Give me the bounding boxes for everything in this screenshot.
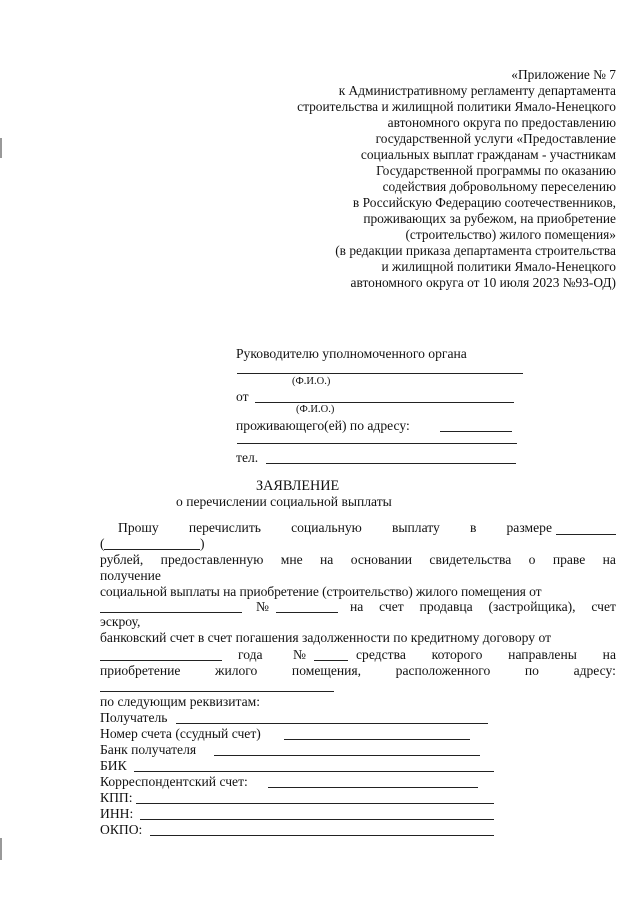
addressee-to: Руководителю уполномоченного органа: [236, 346, 467, 361]
certificate-date-field[interactable]: [100, 612, 242, 613]
word: размере: [506, 520, 552, 535]
inn-field[interactable]: [140, 819, 494, 820]
word: продавца: [419, 599, 473, 614]
word: адресу:: [573, 663, 616, 678]
word: на: [320, 552, 334, 567]
word: помещения,: [291, 663, 362, 678]
header-line: к Административному регламенту департамента: [338, 83, 616, 98]
header-line: проживающих за рубежом, на приобретение: [363, 211, 616, 226]
residing-label: проживающего(ей) по адресу:: [236, 418, 410, 433]
document-subtitle: о перечислении социальной выплаты: [176, 494, 392, 509]
body-line: социальной выплаты на приобретение (строительство) жилого помещения от: [100, 584, 542, 599]
word: (застройщика),: [488, 599, 576, 614]
word: направлены: [508, 647, 577, 662]
addressee-name-field[interactable]: [237, 373, 523, 374]
body-line: эскроу,: [100, 614, 141, 629]
amount-words-field[interactable]: [104, 549, 200, 550]
scan-edge-mark: [0, 838, 2, 860]
header-line: содействия добровольному переселению: [382, 179, 616, 194]
header-line: автономного округа от 10 июля 2023 №93-ОД): [350, 275, 616, 290]
account-label: Номер счета (ссудный счет): [100, 726, 261, 741]
address-field[interactable]: [440, 431, 512, 432]
word: предоставленную: [160, 552, 264, 567]
word: на: [602, 647, 616, 662]
word: рублей,: [100, 552, 144, 567]
requisites-intro: по следующим реквизитам:: [100, 694, 261, 709]
fio-hint: (Ф.И.О.): [292, 376, 331, 387]
scan-edge-mark: [0, 138, 2, 158]
header-line: и жилищной политики Ямало-Ненецкого: [381, 259, 616, 274]
bank-field[interactable]: [214, 755, 480, 756]
bik-label: БИК: [100, 758, 127, 773]
word: социальную: [291, 520, 362, 535]
word: на: [602, 552, 616, 567]
account-field[interactable]: [284, 739, 470, 740]
word: о: [528, 552, 536, 567]
inn-label: ИНН:: [100, 806, 134, 821]
header-line: «Приложение № 7: [511, 67, 616, 82]
word: средства: [356, 647, 406, 662]
header-line: (строительство) жилого помещения»: [405, 227, 616, 242]
header-line: социальных выплат гражданам - участникам: [360, 147, 616, 162]
word: основании: [350, 552, 413, 567]
applicant-name-field[interactable]: [255, 402, 514, 403]
kpp-field[interactable]: [136, 803, 494, 804]
number-sign: №: [256, 599, 269, 614]
number-sign: №: [293, 647, 306, 662]
bank-label: Банк получателя: [100, 742, 197, 757]
word: по: [524, 663, 539, 678]
body-line: [356, 647, 616, 662]
header-line: строительства и жилищной политики Ямало-Ненецкого: [297, 99, 616, 114]
kpp-label: КПП:: [100, 790, 133, 805]
word: которого: [431, 647, 483, 662]
word: выплату: [391, 520, 440, 535]
word: приобретение: [100, 663, 181, 678]
address-field-2[interactable]: [237, 443, 517, 444]
corr-account-field[interactable]: [268, 787, 478, 788]
bik-field[interactable]: [134, 771, 494, 772]
word: мне: [280, 552, 303, 567]
paren-open: (: [100, 536, 105, 551]
loan-date-field[interactable]: [100, 660, 222, 661]
word: праве: [552, 552, 586, 567]
body-line: банковский счет в счет погашения задолженности по кредитному договору от: [100, 630, 552, 645]
body-line: [118, 520, 552, 535]
okpo-label: ОКПО:: [100, 822, 143, 837]
phone-field[interactable]: [266, 463, 516, 464]
body-line: [100, 552, 616, 567]
word: счет: [591, 599, 616, 614]
okpo-field[interactable]: [150, 835, 494, 836]
word: свидетельства: [429, 552, 512, 567]
word: Прошу: [118, 520, 159, 535]
certificate-number-field[interactable]: [276, 612, 338, 613]
header-line: в Российскую Федерацию соотечественников,: [352, 195, 616, 210]
phone-label: тел.: [236, 450, 259, 465]
property-address-field[interactable]: [100, 691, 334, 692]
corr-account-label: Корреспондентский счет:: [100, 774, 248, 789]
recipient-label: Получатель: [100, 710, 168, 725]
word: перечислить: [188, 520, 261, 535]
paren-close: ): [200, 536, 205, 551]
word: на: [350, 599, 364, 614]
word: в: [469, 520, 477, 535]
word: расположенного: [395, 663, 491, 678]
word: счет: [379, 599, 404, 614]
recipient-field[interactable]: [176, 723, 488, 724]
body-line: получение: [100, 568, 161, 583]
fio-hint: (Ф.И.О.): [296, 404, 335, 415]
body-line: [350, 599, 616, 614]
document-title: ЗАЯВЛЕНИЕ: [256, 478, 340, 494]
word: жилого: [215, 663, 258, 678]
loan-number-field[interactable]: [314, 660, 348, 661]
header-line: (в редакции приказа департамента строительства: [335, 243, 616, 258]
year-label: года: [238, 647, 263, 662]
from-label: от: [236, 389, 249, 404]
header-line: автономного округа по предоставлению: [387, 115, 616, 130]
header-line: Государственной программы по оказанию: [376, 163, 616, 178]
body-line: [100, 663, 616, 678]
header-line: государственной услуги «Предоставление: [375, 131, 616, 146]
amount-field[interactable]: [556, 534, 616, 535]
